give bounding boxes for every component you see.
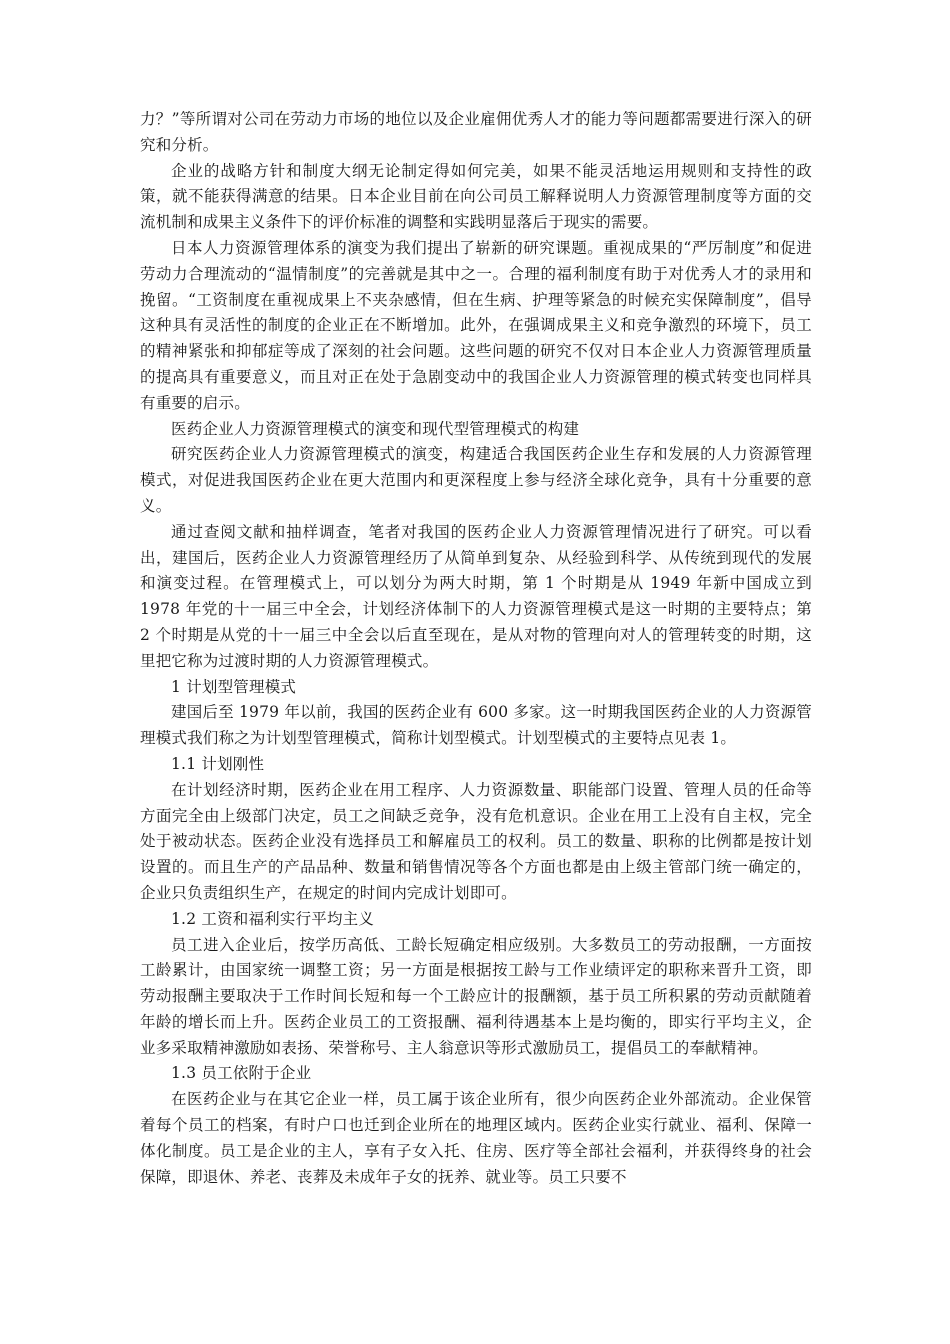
document-page xyxy=(140,107,812,1190)
paragraph-strategy: 企业的战略方针和制度大纲无论制定得如何完美，如果不能灵活地运用规则和支持性的政策，就不能获得满意的结果。日本企业目前在向公司员工解释说明人力资源管理制度等方面的交流机制和成果主义条件下的评价标准的调整和实践明显落后于现实的需要。 xyxy=(140,161,812,232)
heading-1-1: 1.1 计划刚性 xyxy=(171,754,265,773)
heading-1-2: 1.2 工资和福利实行平均主义 xyxy=(171,909,375,928)
paragraph-japan-hr: 日本人力资源管理体系的演变为我们提出了崭新的研究课题。重视成果的“严厉制度”和促进劳动力合理流动的“温情制度”的完善就是其中之一。合理的福利制度有助于对优秀人才的录用和挽留。“工资制度在重视成果上不夹杂感情，但在生病、护理等紧急的时候充实保障制度”，倡导这种具有灵活性的制度的企业正在不断增加。此外，在强调成果主义和竞争激烈的环境下，员工的精神紧张和抑郁症等成了深刻的社会问题。这些问题的研究不仅对日本企业人力资源管理质量的提高具有重要意义，而且对正在处于急剧变动中的我国企业人力资源管理的模式转变也同样具有重要的启示。 xyxy=(140,238,812,412)
paragraph-planned-model: 建国后至 1979 年以前，我国的医药企业有 600 多家。这一时期我国医药企业的人力资源管理模式我们称之为计划型管理模式，简称计划型模式。计划型模式的主要特点见表 1。 xyxy=(140,703,812,748)
heading-1: 1 计划型管理模式 xyxy=(171,677,297,696)
paragraph-egalitarianism: 员工进入企业后，按学历高低、工龄长短确定相应级别。大多数员工的劳动报酬，一方面按工龄累计，由国家统一调整工资；另一方面是根据按工龄与工作业绩评定的职称来晋升工资，即劳动报酬主要取决于工作时间长短和每一个工龄应计的报酬额，基于员工所积累的劳动贡献随着年龄的增长而上升。医药企业员工的工资报酬、福利待遇基本上是均衡的，即实行平均主义，企业多采取精神激励如表扬、荣誉称号、主人翁意识等形式激励员工，提倡员工的奉献精神。 xyxy=(140,935,812,1057)
heading-1-3: 1.3 员工依附于企业 xyxy=(171,1064,312,1083)
paragraph-history: 通过查阅文献和抽样调查，笔者对我国的医药企业人力资源管理情况进行了研究。可以看出，建国后，医药企业人力资源管理经历了从简单到复杂、从经验到科学、从传统到现代的发展和演变过程。在管理模式上，可以划分为两大时期，第 1 个时期是从 1949 年新中国成立到 1978 年党的十一届三中全会，计划经济体制下的人力资源管理模式是这一时期的主要特点；第 2 个时期是从党的十一届三中全会以后直至现在，是从对物的管理向对人的管理转变的时期，这里把它称为过渡时期的人力资源管理模式。 xyxy=(140,522,812,670)
paragraph-continuation: 力？”等所谓对公司在劳动力市场的地位以及企业雇佣优秀人才的能力等问题都需要进行深入的研究和分析。 xyxy=(140,110,812,154)
paragraph-plan-rigidity: 在计划经济时期，医药企业在用工程序、人力资源数量、职能部门设置、管理人员的任命等方面完全由上级部门决定，员工之间缺乏竞争，没有危机意识。企业在用工上没有自主权，完全处于被动状态。医药企业没有选择员工和解雇员工的权利。员工的数量、职称的比例都是按计划设置的。而且生产的产品品种、数量和销售情况等各个方面也都是由上级主管部门统一确定的，企业只负责组织生产，在规定的时间内完成计划即可。 xyxy=(140,780,812,902)
paragraph-research-intro: 研究医药企业人力资源管理模式的演变，构建适合我国医药企业生存和发展的人力资源管理模式，对促进我国医药企业在更大范围内和更深程度上参与经济全球化竞争，具有十分重要的意义。 xyxy=(140,445,812,515)
paragraph-employee-dependence: 在医药企业与在其它企业一样，员工属于该企业所有，很少向医药企业外部流动。企业保管着每个员工的档案，有时户口也迁到企业所在的地理区域内。医药企业实行就业、福利、保障一体化制度。员工是企业的主人，享有子女入托、住房、医疗等全部社会福利，并获得终身的社会保障，即退休、养老、丧葬及未成年子女的抚养、就业等。员工只要不 xyxy=(140,1090,812,1186)
section-title: 医药企业人力资源管理模式的演变和现代型管理模式的构建 xyxy=(171,419,580,438)
